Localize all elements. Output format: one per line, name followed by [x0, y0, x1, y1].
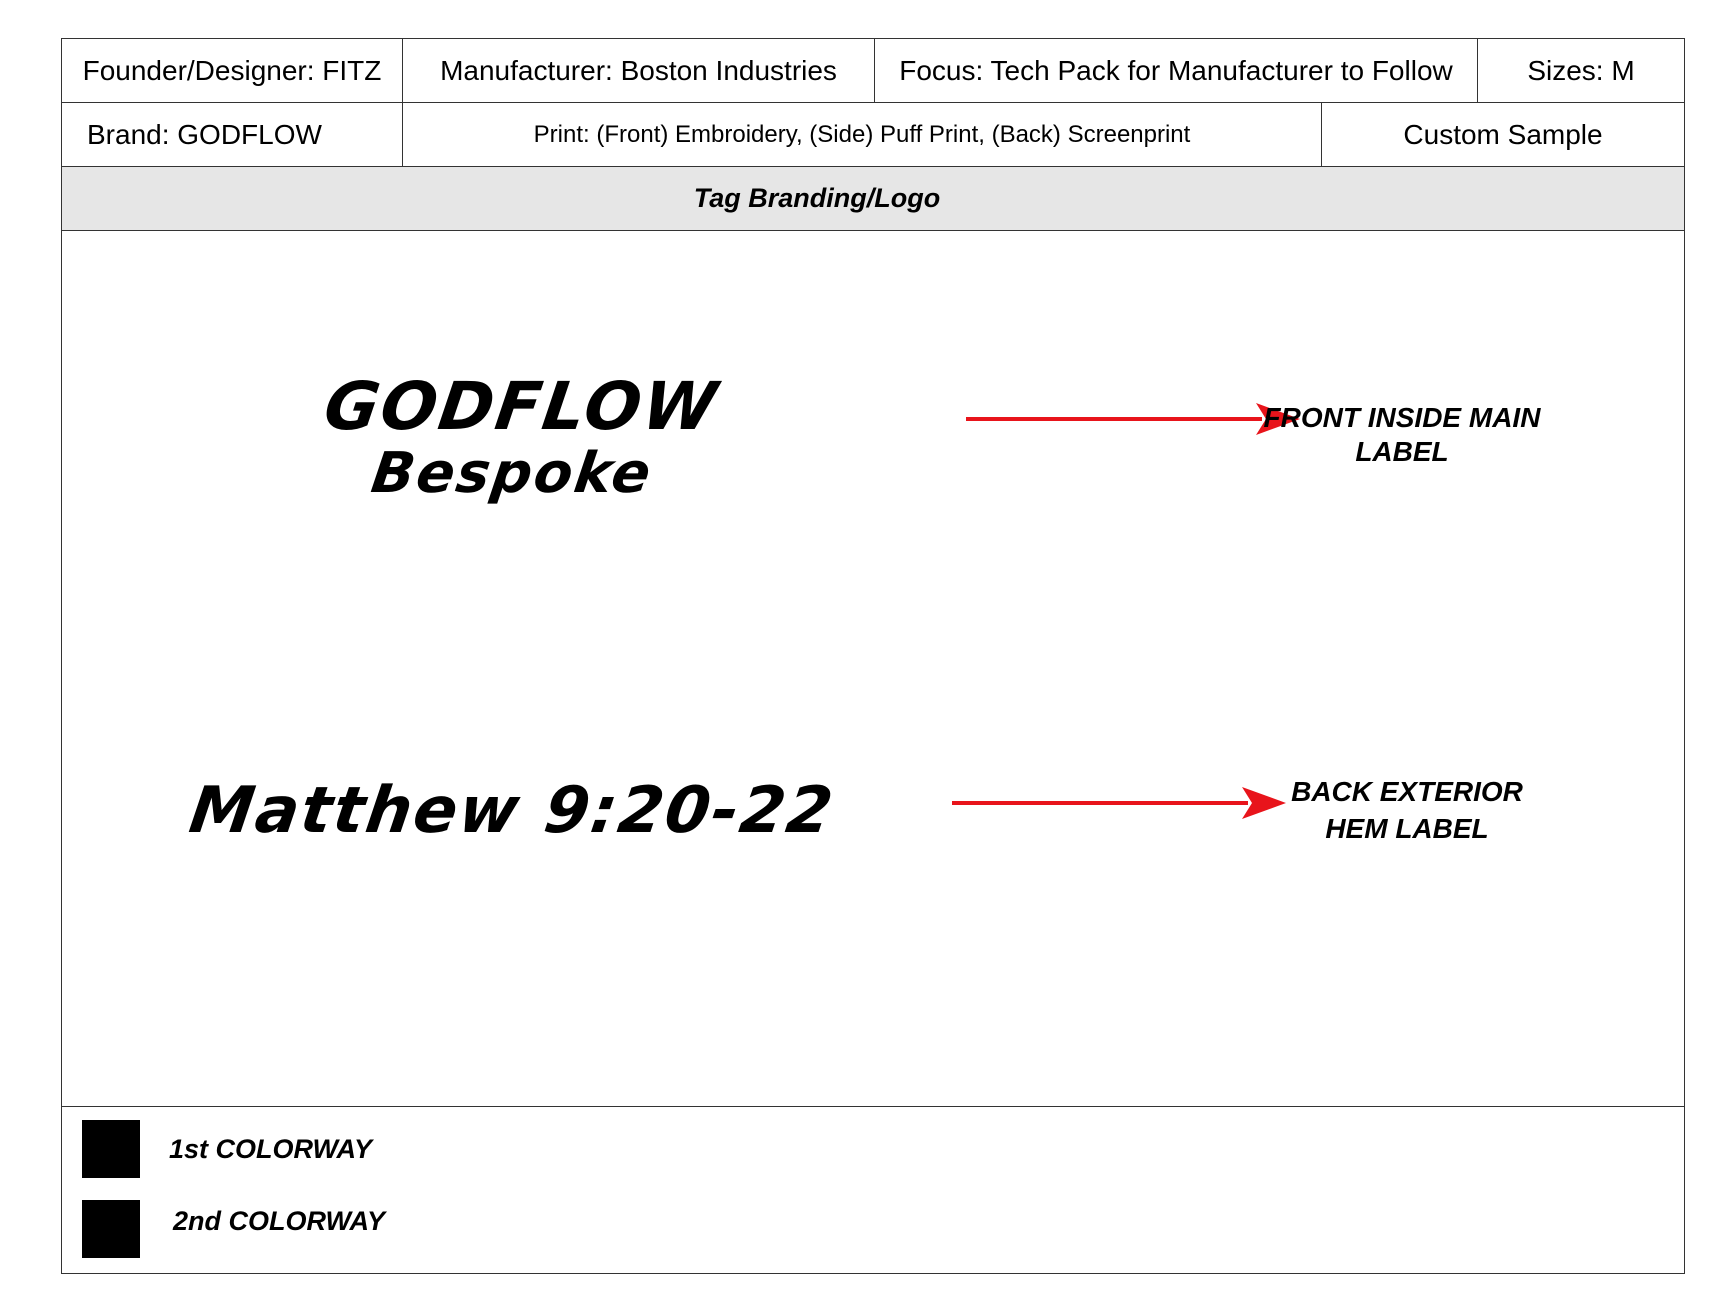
- back-callout-line1: BACK EXTERIOR: [1291, 776, 1523, 807]
- focus-cell: [874, 39, 1477, 102]
- colorway-1-label: 1st COLORWAY: [169, 1134, 373, 1164]
- logo-line-godflow: GODFLOW: [319, 368, 724, 445]
- tech-pack-sheet: [61, 38, 1685, 1274]
- colorway-1-swatch: [82, 1120, 140, 1178]
- front-label-callout: [1257, 401, 1547, 469]
- founder-text: Founder/Designer: FITZ: [82, 54, 382, 86]
- founder-cell: [62, 39, 402, 102]
- brand-cell: [62, 103, 402, 166]
- print-text: Print: (Front) Embroidery, (Side) Puff Print, (Back) Screenprint: [533, 120, 1191, 148]
- header-row-2: [62, 103, 1684, 167]
- print-cell: [402, 103, 1321, 166]
- front-callout-line2: LABEL: [1355, 436, 1449, 467]
- section-title: Tag Branding/Logo: [693, 183, 941, 213]
- sample-cell: [1321, 103, 1684, 166]
- custom-sample-text: Custom Sample: [1403, 118, 1603, 150]
- logo-line-bespoke: Bespoke: [367, 441, 657, 506]
- colorway-2-label: 2nd COLORWAY: [173, 1206, 386, 1236]
- focus-text: Focus: Tech Pack for Manufacturer to Follow: [899, 54, 1453, 86]
- section-header-row: [62, 167, 1684, 231]
- header-row-1: [62, 39, 1684, 103]
- manufacturer-text: Manufacturer: Boston Industries: [440, 54, 837, 86]
- front-callout-line1: FRONT INSIDE MAIN: [1263, 402, 1541, 433]
- back-label-arrow: [948, 783, 1308, 823]
- back-callout-line2: HEM LABEL: [1325, 813, 1489, 844]
- sizes-cell: [1477, 39, 1684, 102]
- back-hem-label-text: Matthew 9:20-22: [185, 774, 839, 848]
- sizes-text: Sizes: M: [1527, 54, 1635, 86]
- brand-text: Brand: GODFLOW: [87, 118, 322, 150]
- manufacturer-cell: [402, 39, 874, 102]
- colorway-section: [62, 1106, 1684, 1274]
- back-label-callout: [1262, 773, 1552, 847]
- front-label-logo: [263, 368, 771, 506]
- colorway-2-swatch: [82, 1200, 140, 1258]
